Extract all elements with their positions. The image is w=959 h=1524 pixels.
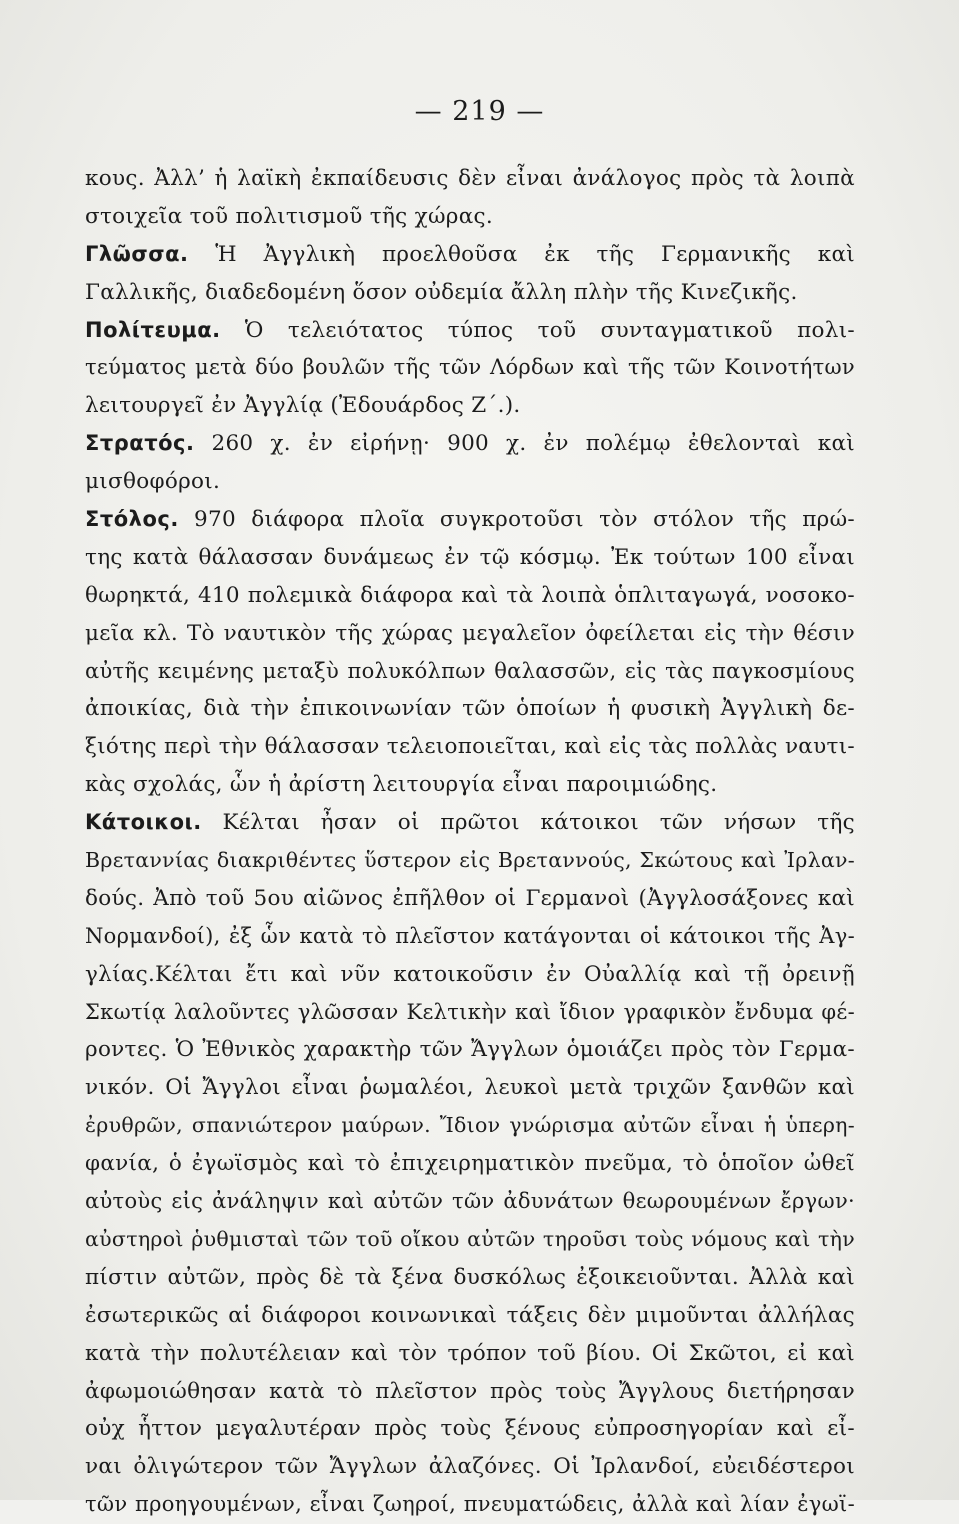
line-text: Ἡ Ἀγγλικὴ προελθοῦσα ἐκ τῆς Γερμανικῆς καὶ	[188, 241, 855, 267]
line-text: ξιότης περὶ τὴν θάλασσαν τελειοποιεῖται, καὶ εἰς τὰς πολλὰς ναυτι-	[85, 734, 855, 760]
section-heading: Στόλος.	[85, 507, 179, 532]
text-line	[85, 842, 855, 880]
text-line	[85, 1373, 855, 1411]
section-heading: Πολίτευμα.	[85, 317, 221, 342]
body-text	[85, 160, 855, 1524]
line-text: Κέλται ἦσαν οἱ πρῶτοι κάτοικοι τῶν νήσων τῆς	[201, 810, 855, 836]
line-text: γλίας.Κέλται ἔτι καὶ νῦν κατοικοῦσιν ἐν Οὐαλλίᾳ καὶ τῇ ὀρεινῇ	[85, 961, 855, 987]
line-text: Γαλλικῆς, διαδεδομένη ὅσον οὐδεμία ἄλλη πλὴν τῆς Κινεζικῆς.	[85, 279, 798, 305]
text-line	[85, 463, 855, 501]
line-text: θωρηκτά, 410 πολεμικὰ διάφορα καὶ τὰ λοιπὰ ὁπλιταγωγά, νοσοκο-	[85, 582, 855, 608]
text-line	[85, 274, 855, 312]
line-text: Ὁ τελειότατος τύπος τοῦ συνταγματικοῦ πολι-	[220, 317, 855, 343]
text-line	[85, 387, 855, 425]
text-line	[85, 1145, 855, 1183]
text-line	[85, 766, 855, 804]
text-line	[85, 160, 855, 198]
text-line	[85, 880, 855, 918]
text-line	[85, 956, 855, 994]
line-text: ροντες. Ὁ Ἐθνικὸς χαρακτὴρ τῶν Ἄγγλων ὁμοιάζει πρὸς τὸν Γερμα-	[85, 1037, 855, 1063]
text-line	[85, 236, 855, 274]
text-line	[85, 804, 855, 842]
text-line	[85, 577, 855, 615]
line-text: οὐχ ἧττον μεγαλυτέραν πρὸς τοὺς ξένους εὐπροσηγορίαν καὶ εἶ-	[85, 1416, 855, 1442]
text-line	[85, 728, 855, 766]
text-line	[85, 425, 855, 463]
text-line	[85, 312, 855, 350]
line-text: αὐτοὺς εἰς ἀνάληψιν καὶ αὐτῶν τῶν ἀδυνάτων θεωρουμένων ἔργων·	[85, 1189, 855, 1214]
text-line	[85, 1107, 855, 1145]
text-line	[85, 1297, 855, 1335]
text-line	[85, 539, 855, 577]
text-line	[85, 1183, 855, 1221]
text-line	[85, 349, 855, 387]
page-number: — 219 —	[414, 96, 545, 127]
line-text: ἐρυθρῶν, σπανιώτερον μαύρων. Ἴδιον γνώρισμα αὐτῶν εἶναι ἡ ὑπερη-	[85, 1113, 855, 1138]
text-line	[85, 1486, 855, 1524]
line-text: ἀφωμοιώθησαν κατὰ τὸ πλεῖστον πρὸς τοὺς Ἄγγλους διετήρησαν	[85, 1378, 855, 1404]
line-text: κὰς σχολάς, ὧν ἡ ἀρίστη λειτουργία εἶναι παροιμιώδης.	[85, 772, 718, 798]
line-text: Νορμανδοί), ἐξ ὧν κατὰ τὸ πλεῖστον κατάγονται οἱ κάτοικοι τῆς Ἀγ-	[85, 923, 855, 948]
line-text: μισθοφόροι.	[85, 469, 221, 495]
text-line	[85, 501, 855, 539]
text-line	[85, 1448, 855, 1486]
section-heading: Γλῶσσα.	[85, 241, 189, 266]
line-text: 260 χ. ἐν εἰρήνῃ· 900 χ. ἐν πολέμῳ ἐθελονταὶ καὶ	[194, 431, 855, 457]
line-text: αὐστηροὶ ῥυθμισταὶ τῶν τοῦ οἴκου αὐτῶν τηροῦσι τοὺς νόμους καὶ τὴν	[85, 1226, 855, 1251]
text-line	[85, 198, 855, 236]
line-text: αὐτῆς κειμένης μεταξὺ πολυκόλπων θαλασσῶν, εἰς τὰς παγκοσμίους	[85, 658, 855, 683]
line-text: 970 διάφορα πλοῖα συγκροτοῦσι τὸν στόλον τῆς πρώ-	[178, 507, 855, 533]
text-line	[85, 918, 855, 956]
line-text: πίστιν αὐτῶν, πρὸς δὲ τὰ ξένα δυσκόλως ἐξοικειοῦνται. Ἀλλὰ καὶ	[85, 1264, 855, 1290]
text-line	[85, 690, 855, 728]
line-text: μεῖα κλ. Τὸ ναυτικὸν τῆς χώρας μεγαλεῖον ὀφείλεται εἰς τὴν θέσιν	[85, 620, 855, 646]
section-heading: Κάτοικοι.	[85, 810, 202, 835]
line-text: δούς. Ἀπὸ τοῦ 5ου αἰῶνος ἐπῆλθον οἱ Γερμανοὶ (Ἀγγλοσάξονες καὶ	[85, 885, 855, 911]
text-line	[85, 1069, 855, 1107]
line-text: ναι ὀλιγώτερον τῶν Ἄγγλων ἀλαζόνες. Οἱ Ἰρλανδοί, εὐειδέστεροι	[85, 1454, 855, 1480]
line-text: της κατὰ θάλασσαν δυνάμεως ἐν τῷ κόσμῳ. Ἐκ τούτων 100 εἶναι	[85, 544, 855, 570]
line-text: λειτουργεῖ ἐν Ἀγγλίᾳ (Ἐδουάρδος Ζ΄.).	[85, 393, 521, 419]
text-line	[85, 1221, 855, 1259]
text-line	[85, 1410, 855, 1448]
line-text: ἐσωτερικῶς αἱ διάφοροι κοινωνικαὶ τάξεις δὲν μιμοῦνται ἀλλήλας	[85, 1302, 855, 1328]
text-line	[85, 1335, 855, 1373]
line-text: κους. Ἀλλ’ ἡ λαϊκὴ ἐκπαίδευσις δὲν εἶναι ἀνάλογος πρὸς τὰ λοιπὰ	[85, 166, 855, 191]
text-line	[85, 653, 855, 691]
text-line	[85, 1031, 855, 1069]
section-heading: Στρατός.	[85, 431, 195, 456]
text-line	[85, 994, 855, 1032]
line-text: τεύματος μετὰ δύο βουλῶν τῆς τῶν Λόρδων καὶ τῆς τῶν Κοινοτήτων	[85, 355, 855, 380]
line-text: Σκωτίᾳ λαλοῦντες γλῶσσαν Κελτικὴν καὶ ἴδιον γραφικὸν ἔνδυμα φέ-	[85, 999, 855, 1024]
line-text: ἀποικίας, διὰ τὴν ἐπικοινωνίαν τῶν ὁποίων ἡ φυσικὴ Ἀγγλικὴ δε-	[85, 696, 855, 722]
line-text: Βρεταννίας διακριθέντες ὕστερον εἰς Βρεταννούς, Σκώτους καὶ Ἰρλαν-	[85, 848, 855, 873]
text-line	[85, 1259, 855, 1297]
line-text: νικόν. Οἱ Ἄγγλοι εἶναι ῥωμαλέοι, λευκοὶ μετὰ τριχῶν ξανθῶν καὶ	[85, 1075, 855, 1101]
line-text: τῶν προηγουμένων, εἶναι ζωηροί, πνευματώδεις, ἀλλὰ καὶ λίαν ἐγωϊ-	[85, 1492, 855, 1517]
line-text: στοιχεῖα τοῦ πολιτισμοῦ τῆς χώρας.	[85, 203, 494, 229]
text-line	[85, 615, 855, 653]
line-text: κατὰ τὴν πολυτέλειαν καὶ τὸν τρόπον τοῦ βίου. Οἱ Σκῶτοι, εἰ καὶ	[85, 1340, 855, 1366]
line-text: φανία, ὁ ἐγωϊσμὸς καὶ τὸ ἐπιχειρηματικὸν πνεῦμα, τὸ ὁποῖον ὠθεῖ	[85, 1151, 855, 1177]
